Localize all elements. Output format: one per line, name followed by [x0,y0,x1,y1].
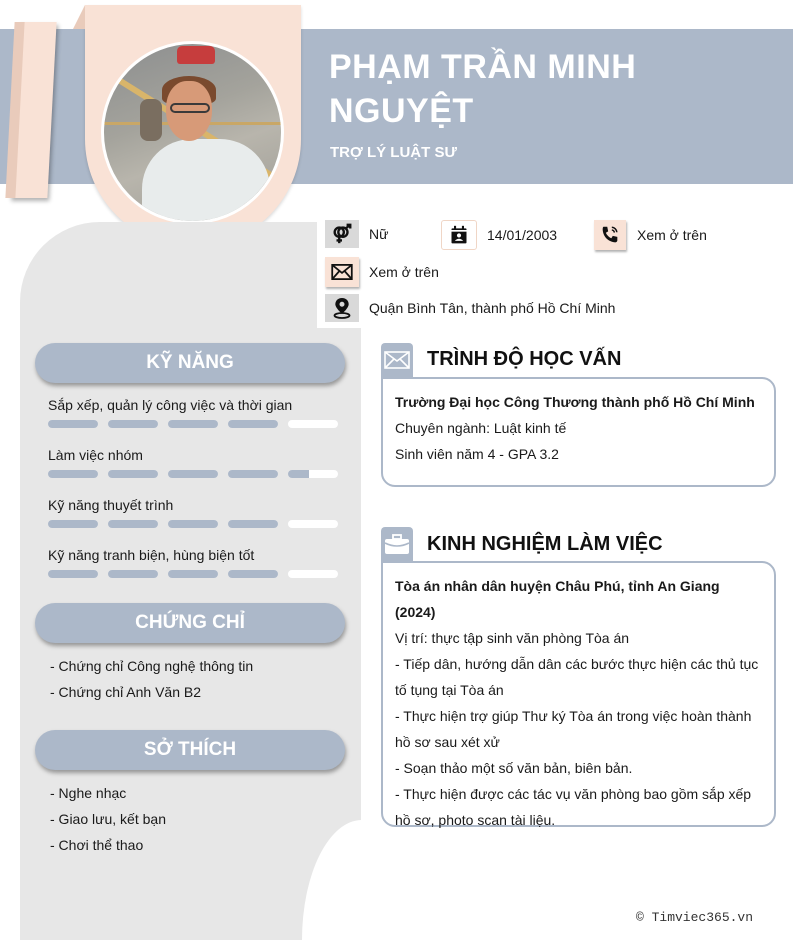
company-name: Tòa án nhân dân huyện Châu Phú, tỉnh An Giang (2024) [395,578,720,620]
list-item: - Giao lưu, kết bạn [50,811,166,827]
list-item: - Chứng chỉ Anh Văn B2 [50,684,202,700]
position: Vị trí: thực tập sinh văn phòng Tòa án [395,630,630,646]
duty-item: - Tiếp dân, hướng dẫn dân các bước thực hiện các thủ tục tố tụng tại Tòa án [395,656,759,698]
calendar-icon [441,220,477,250]
candidate-name: PHẠM TRẦN MINH NGUYỆT [329,48,637,130]
skill-rating-bars [48,520,348,528]
skill-name: Kỹ năng tranh biện, hùng biện tốt [48,547,255,563]
duty-item: - Thực hiện trợ giúp Thư ký Tòa án trong việc hoàn thành hồ sơ sau xét xử [395,708,752,750]
gpa: Sinh viên năm 4 - GPA 3.2 [395,446,559,462]
contact-gender [325,220,388,248]
profile-photo [101,41,284,224]
contact-phone [594,220,707,250]
list-item: - Chơi thể thao [50,837,144,853]
skill-item [48,547,348,578]
hobbies-heading: SỞ THÍCH [35,730,345,770]
hobbies-list [50,780,166,858]
skill-rating-bars [48,420,348,428]
skill-rating-bars [48,570,348,578]
duty-item: - Thực hiện được các tác vụ văn phòng bao gồm sắp xếp hồ sơ, photo scan tài liệu. [395,786,752,828]
education-box [381,377,776,487]
skill-item [48,447,348,478]
location-pin-icon [325,294,359,322]
birthday-value: 14/01/2003 [487,227,558,243]
certificates-list [50,653,253,705]
envelope-icon [381,343,413,377]
certificates-heading: CHỨNG CHỈ [35,603,345,643]
experience-heading: KINH NGHIỆM LÀM VIỆC [427,533,663,555]
skill-name: Sắp xếp, quản lý công việc và thời gian [48,397,293,413]
school-name: Trường Đại học Công Thương thành phố Hồ Chí Minh [395,394,755,410]
address-value: Quận Bình Tân, thành phố Hồ Chí Minh [369,300,616,316]
duty-item: - Soạn thảo một số văn bản, biên bản. [395,760,633,776]
skill-name: Kỹ năng thuyết trình [48,497,174,513]
skill-name: Làm việc nhóm [48,447,143,463]
list-item: - Chứng chỉ Công nghệ thông tin [50,658,254,674]
copyright-text: © Timviec365.vn [636,910,754,925]
education-heading: TRÌNH ĐỘ HỌC VẤN [427,348,622,370]
experience-box [381,561,776,827]
gender-value: Nữ [369,226,389,242]
major: Chuyên ngành: Luật kinh tế [395,420,567,436]
skills-heading: KỸ NĂNG [35,343,345,383]
briefcase-icon [381,527,413,561]
contact-address [325,294,615,322]
email-value: Xem ở trên [369,264,439,280]
skill-item [48,397,348,428]
skill-rating-bars [48,470,348,478]
list-item: - Nghe nhạc [50,785,127,801]
job-title: TRỢ LÝ LUẬT SƯ [330,144,457,161]
skill-item [48,497,348,528]
contact-email [325,257,439,287]
contact-birthday [441,220,557,250]
phone-icon [594,220,626,250]
phone-value: Xem ở trên [637,227,707,243]
email-icon [325,257,359,287]
gender-icon [325,220,359,248]
